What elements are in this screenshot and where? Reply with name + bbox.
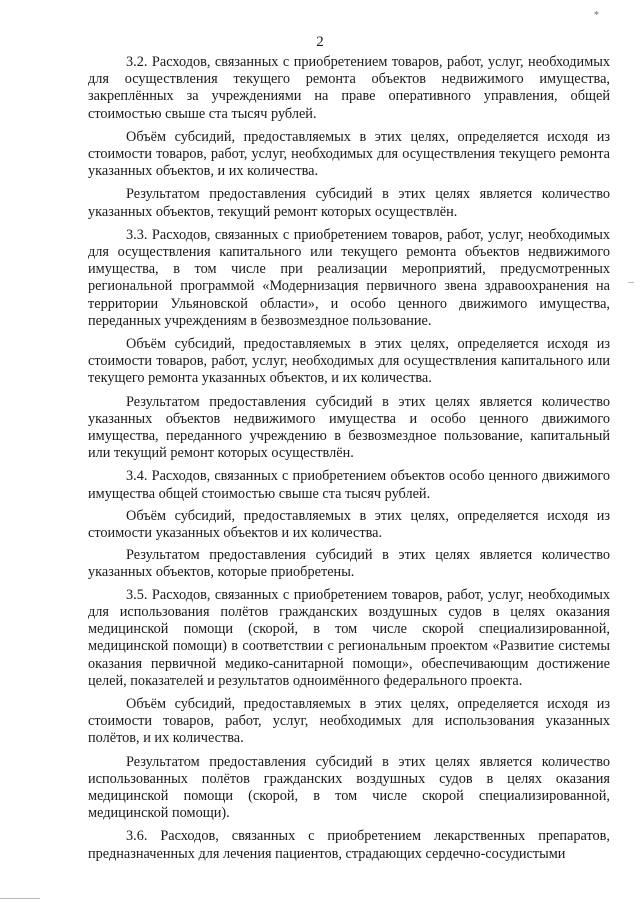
paragraph: Результатом предоставления субсидий в этих целях является количество указанных объектов, текущий ремонт которых осуществлён. [88,186,610,220]
paragraph-3-6: 3.6. Расходов, связанных с приобретением лекарственных препаратов, предназначенных для лечения пациентов, страдающих сердечно-сосудистыми [88,828,610,862]
paragraph-3-4: 3.4. Расходов, связанных с приобретением объектов особо ценного движимого имущества общей стоимостью свыше ста тысяч рублей. [88,468,610,502]
paragraph-3-3: 3.3. Расходов, связанных с приобретением товаров, работ, услуг, необходимых для осуществления капитального или текущего ремонта объектов недвижимого имущества, в том числе при реализации мероприятий, предусмотренных региональной программой «Модернизация первичного звена здравоохранения на территории Ульяновской области», и особо ценного движимого имущества, переданных учреждениям в безвозмездное пользование. [88,226,610,329]
paragraph-3-5: 3.5. Расходов, связанных с приобретением товаров, работ, услуг, необходимых для использования полётов гражданских воздушных судов в целях оказания медицинской помощи (скорой, в том числе скорой специализированной, медицинской помощи) в соответствии с региональным проектом «Развитие системы оказания первичной медико-санитарной помощи», обеспечивающим достижение целей, показателей и результатов одноимённого федерального проекта. [88,586,610,689]
corner-mark: * [594,10,599,21]
paragraph: Результатом предоставления субсидий в этих целях является количество указанных объектов, которые приобретены. [88,547,610,581]
paragraph: Объём субсидий, предоставляемых в этих целях, определяется исходя из стоимости товаров, работ, услуг, необходимых для использования указанных полётов, и их количества. [88,695,610,747]
paragraph-3-2: 3.2. Расходов, связанных с приобретением товаров, работ, услуг, необходимых для осуществления текущего ремонта объектов недвижимого имущества, закреплённых за учреждениями на праве оперативного управления, общей стоимостью свыше ста тысяч рублей. [88,54,610,122]
paragraph: Объём субсидий, предоставляемых в этих целях, определяется исходя из стоимости товаров, работ, услуг, необходимых для осуществления капитального или текущего ремонта указанных объектов, и их количества. [88,336,610,387]
paragraph: Объём субсидий, предоставляемых в этих целях, определяется исходя из стоимости товаров, работ, услуг, необходимых для осуществления текущего ремонта указанных объектов, и их количества. [88,128,610,180]
scan-edge-mark [628,282,634,283]
paragraph: Результатом предоставления субсидий в этих целях является количество указанных объектов недвижимого имущества и особо ценного движимого имущества, переданного учреждению в безвозмездное пользование, капитальный или текущий ремонт которых осуществлён. [88,393,610,462]
page-number: 2 [316,34,324,50]
paragraph: Результатом предоставления субсидий в этих целях является количество использованных полётов гражданских воздушных судов в целях оказания медицинской помощи (скорой, в том числе скорой специализированной, медицинской помощи). [88,753,610,822]
paragraph: Объём субсидий, предоставляемых в этих целях, определяется исходя из стоимости указанных объектов и их количества. [88,507,610,542]
scan-edge-mark [0,898,40,899]
document-body [88,54,610,869]
